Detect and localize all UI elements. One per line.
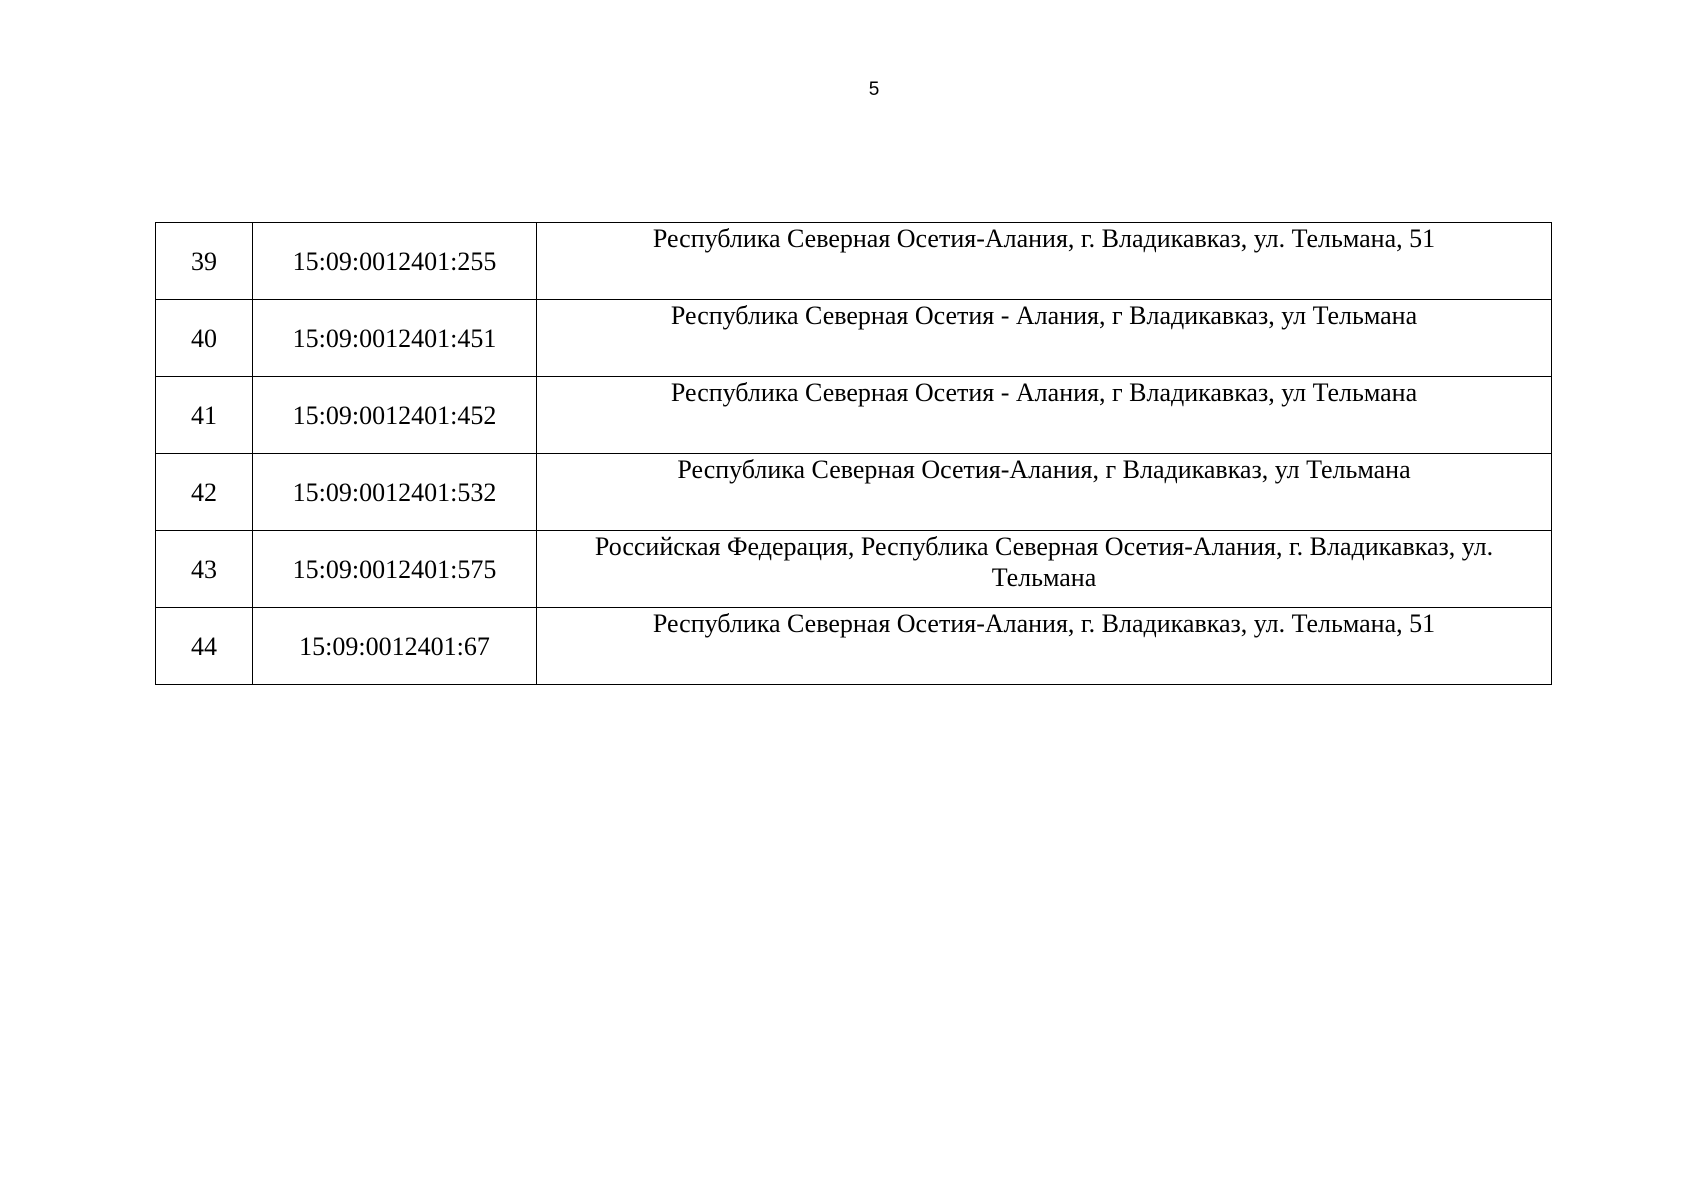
address-cell: Республика Северная Осетия-Алания, г Владикавказ, ул Тельмана <box>537 454 1552 531</box>
address-cell: Республика Северная Осетия - Алания, г Владикавказ, ул Тельмана <box>537 300 1552 377</box>
table-row <box>156 223 1552 300</box>
cadastral-number-cell: 15:09:0012401:575 <box>253 531 537 608</box>
address-cell: Республика Северная Осетия - Алания, г Владикавказ, ул Тельмана <box>537 377 1552 454</box>
table-row <box>156 377 1552 454</box>
cadastral-number-cell: 15:09:0012401:451 <box>253 300 537 377</box>
row-number-cell: 44 <box>156 608 253 685</box>
cadastral-number-cell: 15:09:0012401:532 <box>253 454 537 531</box>
table-row <box>156 608 1552 685</box>
address-cell: Республика Северная Осетия-Алания, г. Владикавказ, ул. Тельмана, 51 <box>537 223 1552 300</box>
page-number: 5 <box>868 79 880 100</box>
address-cell: Республика Северная Осетия-Алания, г. Владикавказ, ул. Тельмана, 51 <box>537 608 1552 685</box>
table-row <box>156 531 1552 608</box>
row-number-cell: 41 <box>156 377 253 454</box>
row-number-cell: 40 <box>156 300 253 377</box>
cadastral-number-cell: 15:09:0012401:255 <box>253 223 537 300</box>
row-number-cell: 42 <box>156 454 253 531</box>
address-cell: Российская Федерация, Республика Северная Осетия-Алания, г. Владикавказ, ул. Тельмана <box>537 531 1552 608</box>
table-row <box>156 454 1552 531</box>
row-number-cell: 43 <box>156 531 253 608</box>
parcels-table <box>155 222 1552 685</box>
row-number-cell: 39 <box>156 223 253 300</box>
table-row <box>156 300 1552 377</box>
cadastral-number-cell: 15:09:0012401:452 <box>253 377 537 454</box>
cadastral-number-cell: 15:09:0012401:67 <box>253 608 537 685</box>
